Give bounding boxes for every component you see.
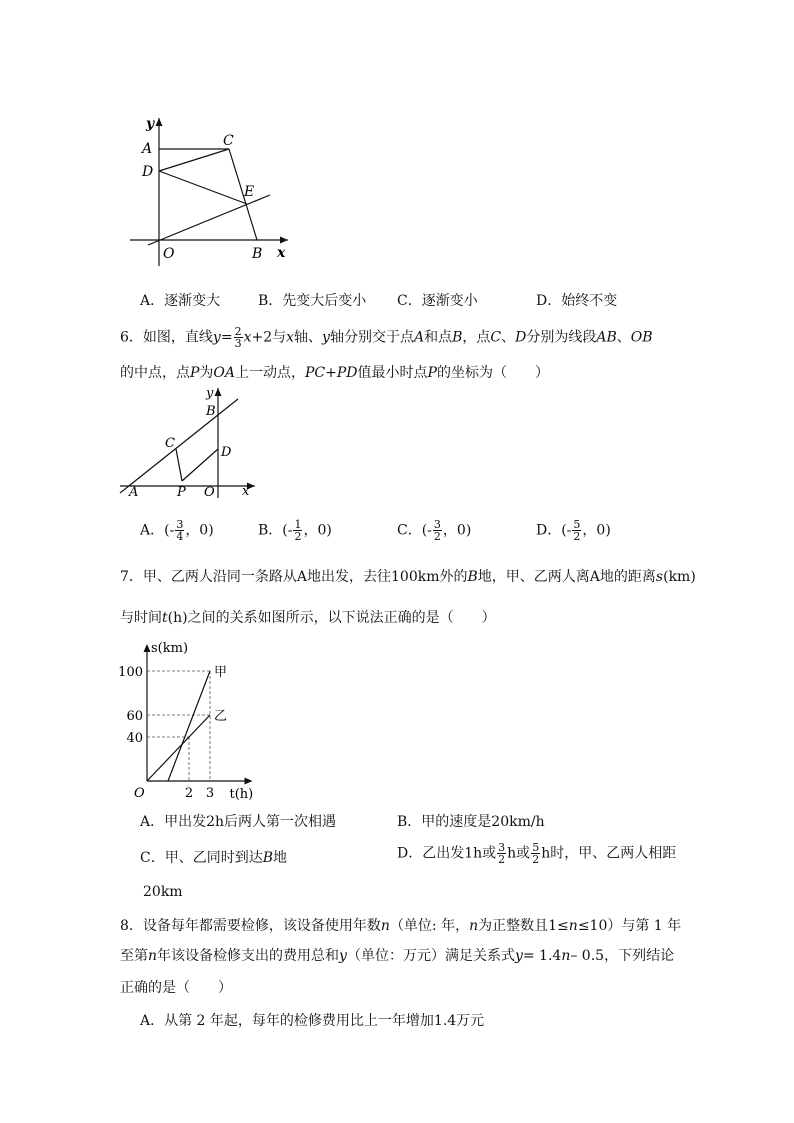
q8-stem-line3: 正确的是（ ） [120,980,232,996]
label-O: O [163,246,175,262]
y-axis-arrow-icon [156,118,163,126]
segment-DE [159,171,247,204]
fraction-2-3: $\frac{2}{3}$ [234,325,242,350]
segment-CP [176,449,182,481]
q7-option-d-cont: 20km [143,884,183,900]
label-y: y [146,116,155,132]
y-axis-arrow-icon [144,644,151,652]
x-axis-label: t(h) [229,787,254,802]
label-A: A [129,485,139,500]
q7-option-d: D．乙出发1h或 $\frac{3}{2}$ h或 $\frac{5}{2}$ h时，甲、乙两人相距 [397,841,677,866]
q7-option-c: C．甲、乙同时到达B地 [140,850,288,866]
q7-stem-line2: 与时间t(h)之间的关系如图所示，以下说法正确的是（ ） [120,610,496,626]
q5-option-c: C．逐渐变小 [397,293,478,309]
segment-DC [159,149,229,171]
q7-stem-line1: 7．甲、乙两人沿同一条路从A地出发，去往100km外的B地，甲、乙两人离A地的距离s(km) [120,569,696,585]
label-A: A [142,141,153,157]
q8-option-a: A．从第 2 年起，每年的检修费用比上一年增加1.4万元 [140,1013,485,1029]
q5-option-b: B．先变大后变小 [258,293,367,309]
q7-option-b: B．甲的速度是20km/h [397,814,545,830]
line-OE [148,195,270,245]
q6-stem-line1: 6．如图，直线y= $\frac{2}{3}$ x+2与x轴、y轴分别交于点A和点B，点C、D分别为线段AB、OB [120,325,653,350]
q6-option-d: D．(- $\frac{5}{2}$ ，0) [536,518,611,543]
y-tick-label: 100 [118,665,143,680]
label-B: B [252,246,263,262]
q8-stem-line2: 至第n年该设备检修支出的费用总和y（单位：万元）满足关系式y= 1.4n– 0.5，下列结论 [120,948,675,964]
label-E: E [244,184,255,200]
label-C: C [223,133,234,149]
y-axis-arrow-icon [215,388,222,396]
label-B: B [206,404,216,419]
q8-stem-line1: 8．设备每年都需要检修，该设备使用年数n（单位: 年，n为正整数且1≤n≤10）与第 1 年 [120,918,682,934]
label-P: P [177,485,186,500]
segment-PD [182,449,218,481]
q6-option-c: C．(- $\frac{3}{2}$ ，0) [397,518,472,543]
q5-option-d: D．始终不变 [536,293,618,309]
q6-option-a: A．(- $\frac{3}{4}$ ，0) [140,518,214,543]
label-O: O [204,485,215,500]
q6-option-b: B．(- $\frac{1}{2}$ ，0) [258,518,332,543]
label-x: x [242,484,250,499]
label-y: y [206,386,214,401]
q6-stem-line2: 的中点，点P为OA上一动点，PC+PD值最小时点P的坐标为（ ） [120,365,549,381]
y-axis-label: s(km) [151,641,189,656]
y-tick-label: 60 [126,709,143,724]
q5-figure [120,108,300,268]
series-label-yi: 乙 [214,709,228,724]
x-tick-label: 3 [205,786,215,801]
series-line-yi [147,715,210,781]
q7-option-a: A．甲出发2h后两人第一次相遇 [140,814,337,830]
x-axis-arrow-icon [245,778,253,785]
y-tick-label: 40 [126,731,143,746]
x-tick-label: 2 [184,786,194,801]
origin-label: O [134,786,145,801]
q5-option-a: A．逐渐变大 [140,293,221,309]
label-D: D [142,164,154,180]
x-axis-arrow-icon [280,237,288,244]
label-C: C [165,436,175,451]
series-label-jia: 甲 [214,665,228,680]
q7-chart [110,635,280,803]
label-D: D [221,445,232,460]
label-x: x [277,245,286,261]
q6-figure [115,385,260,500]
